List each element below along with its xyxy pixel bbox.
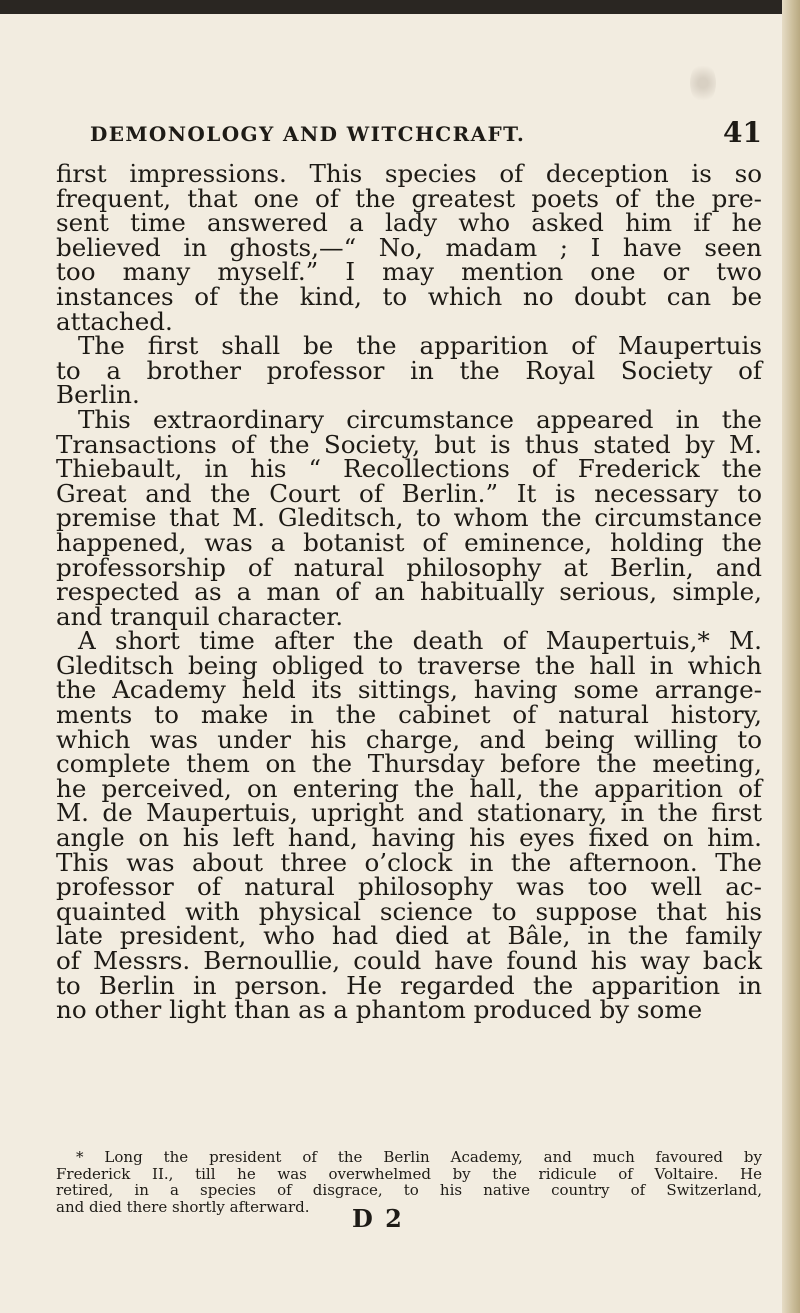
scan-top-edge (0, 0, 800, 14)
text-line: frequent, that one of the greatest poets of the pre- (56, 183, 762, 213)
text-line: first impressions. This species of deception is so (56, 159, 762, 188)
text-line: ments to make in the cabinet of natural history, (56, 700, 762, 730)
text-line: instances of the kind, to which no doubt can be (56, 281, 762, 311)
paragraph (56, 626, 762, 1025)
body-text (56, 159, 762, 1025)
paragraph (56, 404, 762, 631)
text-line: complete them on the Thursday before the meeting, (56, 749, 762, 779)
text-line: professorship of natural philosophy at Berlin, and (56, 552, 762, 582)
text-line: and tranquil character. (56, 601, 344, 631)
text-line: to Berlin in person. He regarded the apparition in (56, 970, 762, 1000)
text-line: too many myself.” I may mention one or two (56, 257, 762, 287)
page-header (56, 114, 762, 150)
text-line: Berlin. (56, 380, 140, 410)
text-line: angle on his left hand, having his eyes fixed on him. (56, 823, 762, 853)
text-line: This was about three o’clock in the afternoon. The (56, 847, 762, 877)
footnote-line: Frederick II., till he was overwhelmed by the ridicule of Voltaire. He (56, 1164, 762, 1183)
text-line: of Messrs. Bernoullie, could have found his way back (56, 946, 762, 975)
text-line: Great and the Court of Berlin.” It is necessary to (56, 478, 762, 508)
footnote-line: and died there shortly afterward. (56, 1197, 310, 1216)
text-line: Gleditsch being obliged to traverse the hall in which (56, 650, 762, 680)
footnote-line: retired, in a species of disgrace, to his native country of Switzerland, (56, 1181, 762, 1199)
text-line: The first shall be the apparition of Maupertuis (78, 331, 762, 361)
text-line: to a brother professor in the Royal Society of (56, 355, 762, 385)
page-number: 41 (723, 116, 762, 149)
text-line: Transactions of the Society, but is thus stated by M. (56, 429, 762, 459)
footnote-line: * Long the president of the Berlin Academy, and much favoured by (76, 1148, 762, 1166)
text-line: quainted with physical science to suppose that his (56, 896, 762, 926)
book-spine-edge (782, 0, 800, 1313)
paragraph (56, 159, 762, 336)
ink-smudge (690, 62, 716, 104)
text-line: respected as a man of an habitually serious, simple, (56, 577, 762, 607)
paragraph (56, 331, 762, 410)
text-line: which was under his charge, and being willing to (56, 724, 762, 754)
text-line: he perceived, on entering the hall, the apparition of (56, 773, 762, 803)
running-title: DEMONOLOGY AND WITCHCRAFT. (90, 122, 526, 146)
text-line: no other light than as a phantom produced by some (56, 995, 703, 1025)
footnote (56, 1149, 762, 1215)
text-line: This extraordinary circumstance appeared in the (78, 404, 762, 434)
text-line: M. de Maupertuis, upright and stationary, in the first (56, 798, 762, 828)
signature-mark: D 2 (352, 1204, 404, 1233)
text-line: professor of natural philosophy was too well ac- (56, 872, 762, 902)
text-line: sent time answered a lady who asked him if he (56, 208, 762, 238)
text-line: the Academy held its sittings, having some arrange- (56, 675, 762, 705)
text-line: late president, who had died at Bâle, in the family (56, 921, 762, 951)
text-line: attached. (56, 306, 173, 336)
text-line: happened, was a botanist of eminence, holding the (56, 527, 762, 557)
text-line: Thiebault, in his “ Recollections of Frederick the (56, 454, 762, 484)
text-line: believed in ghosts,—“ No, madam ; I have seen (56, 232, 762, 262)
text-line: premise that M. Gleditsch, to whom the circumstance (56, 503, 762, 533)
text-line: A short time after the death of Maupertuis,* M. (78, 626, 762, 656)
